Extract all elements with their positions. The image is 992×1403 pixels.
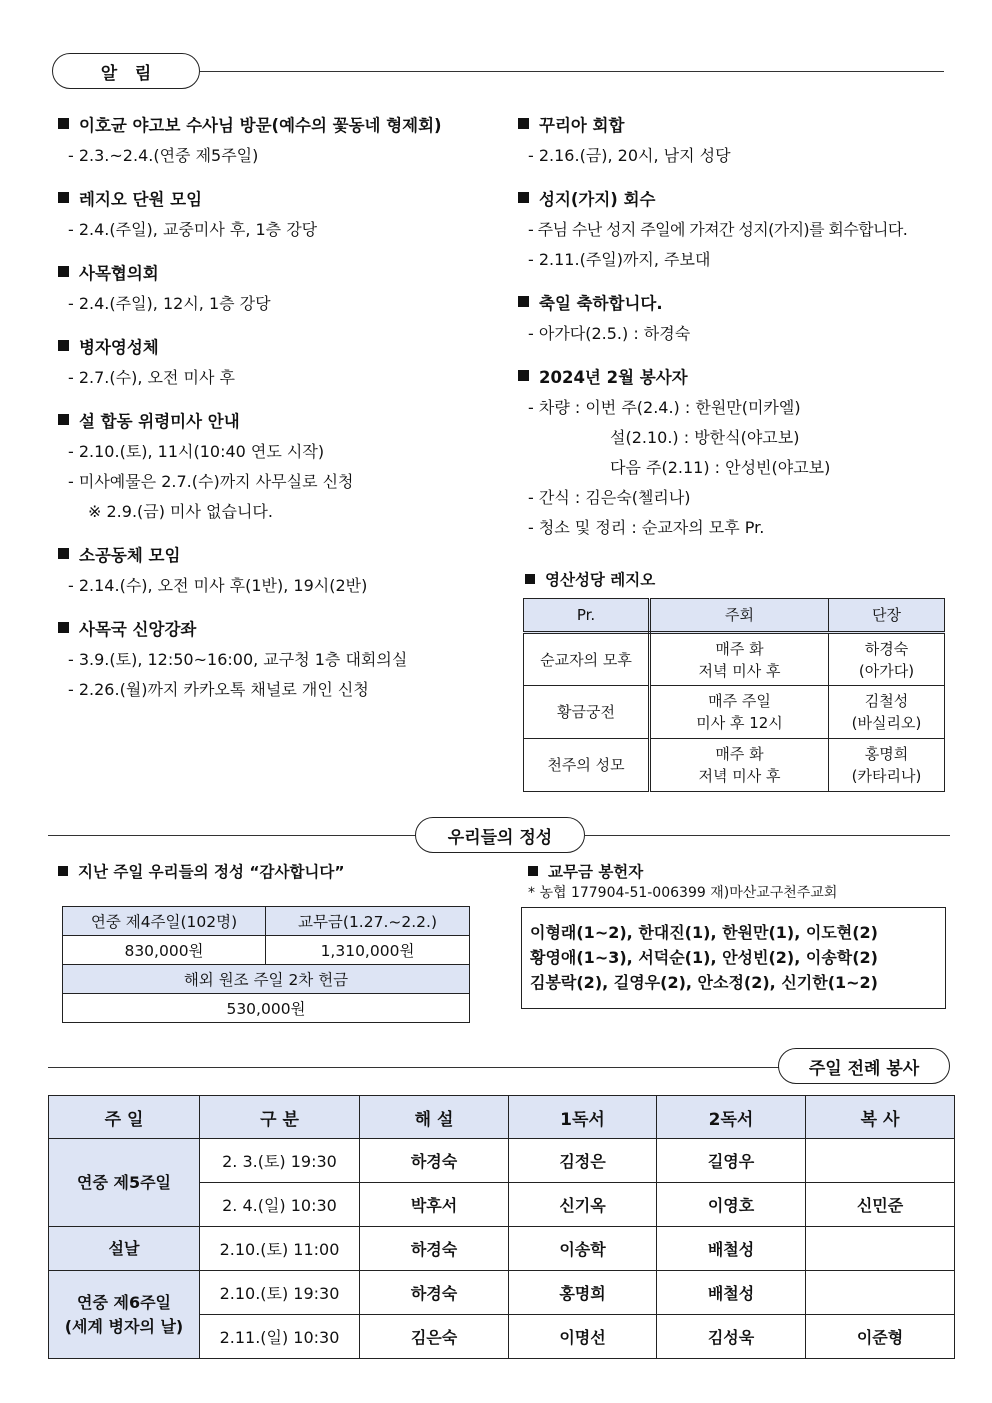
section-header-service-label: 주일 전례 봉사 <box>808 1058 920 1079</box>
notice-item <box>58 111 508 171</box>
legio-header-pr: Pr. <box>524 599 650 633</box>
donors-line: 황영애(1~3), 서덕순(1), 안성빈(2), 이송학(2) <box>530 948 878 967</box>
notice-item <box>58 407 508 527</box>
bullet-square-icon <box>58 118 69 129</box>
divider <box>48 1067 780 1068</box>
notice-line: - 간식 : 김은숙(첼리나) <box>528 488 691 507</box>
notice-line: - 주님 수난 성지 주일에 가져간 성지(가지)를 회수합니다. <box>528 220 908 239</box>
notice-line: - 아가다(2.5.) : 하경숙 <box>528 324 691 343</box>
bullet-square-icon <box>58 866 68 876</box>
notice-line: - 2.14.(수), 오전 미사 후(1반), 19시(2반) <box>68 576 368 595</box>
donors-box <box>521 907 946 1009</box>
notice-title: 레지오 단원 모임 <box>79 190 203 209</box>
donors-title: 교무금 봉헌자 <box>528 860 643 882</box>
bullet-square-icon <box>528 866 538 876</box>
bullet-square-icon <box>58 192 69 203</box>
table-row: 순교자의 모후 매주 화 저녁 미사 후 하경숙 (아가다) <box>524 633 945 686</box>
notice-item <box>58 615 508 705</box>
legio-title: 영산성당 레지오 <box>525 568 655 590</box>
notices-right-column <box>518 111 958 557</box>
notice-title: 병자영성체 <box>79 338 159 357</box>
table-row: 연중 제5주일 2. 3.(토) 19:30 하경숙 김정은 길영우 <box>49 1139 955 1183</box>
bullet-square-icon <box>518 296 529 307</box>
offering-header-special: 해외 원조 주일 2차 헌금 <box>63 965 470 994</box>
notice-line: - 2.10.(토), 11시(10:40 연도 시작) <box>68 442 325 461</box>
bullet-square-icon <box>518 192 529 203</box>
offering-value-weekly: 830,000원 <box>63 936 266 965</box>
table-row: 천주의 성모 매주 화 저녁 미사 후 홍명희 (카타리나) <box>524 739 945 792</box>
bullet-square-icon <box>58 622 69 633</box>
notice-title: 소공동체 모임 <box>79 546 181 565</box>
section-header-notices-label: 알 림 <box>100 63 152 84</box>
bullet-square-icon <box>58 414 69 425</box>
bullet-square-icon <box>525 574 535 584</box>
notice-title: 성지(가지) 회수 <box>539 190 656 209</box>
legio-header-leader: 단장 <box>829 599 945 633</box>
notice-line: - 2.11.(주일)까지, 주보대 <box>528 250 711 269</box>
divider <box>585 835 950 836</box>
notice-line: - 차량 : 이번 주(2.4.) : 한원만(미카엘) <box>528 398 801 417</box>
table-row: 황금궁전 매주 주일 미사 후 12시 김철성 (바실리오) <box>524 686 945 739</box>
notice-line: 설(2.10.) : 방한식(야고보) <box>610 428 800 447</box>
divider <box>200 71 944 72</box>
notice-title: 꾸리아 회합 <box>539 116 625 135</box>
notices-left-column <box>58 111 508 719</box>
notice-item <box>518 185 958 275</box>
notice-item <box>518 363 958 543</box>
bullet-square-icon <box>58 340 69 351</box>
notice-line: - 2.16.(금), 20시, 남지 성당 <box>528 146 731 165</box>
bullet-square-icon <box>58 266 69 277</box>
notice-line: - 2.4.(주일), 교중미사 후, 1층 강당 <box>68 220 318 239</box>
notice-line: - 2.4.(주일), 12시, 1층 강당 <box>68 294 271 313</box>
offering-table <box>62 906 470 1023</box>
notice-line: - 미사예물은 2.7.(수)까지 사무실로 신청 <box>68 472 354 491</box>
notice-item <box>58 541 508 601</box>
donors-account: * 농협 177904-51-006399 재)마산교구천주교회 <box>528 885 838 901</box>
notice-item <box>518 289 958 349</box>
offering-value-dues: 1,310,000원 <box>266 936 470 965</box>
notice-line: - 2.7.(수), 오전 미사 후 <box>68 368 235 387</box>
table-row: 2.11.(일) 10:30 김은숙 이명선 김성욱 이준형 <box>49 1315 955 1359</box>
table-row: 설날 2.10.(토) 11:00 하경숙 이송학 배철성 <box>49 1227 955 1271</box>
notice-line: 다음 주(2.11) : 안성빈(야고보) <box>610 458 831 477</box>
bullet-square-icon <box>518 370 529 381</box>
section-header-offering-label: 우리들의 정성 <box>447 827 553 848</box>
bullet-square-icon <box>518 118 529 129</box>
notice-line: - 3.9.(토), 12:50~16:00, 교구청 1층 대회의실 <box>68 650 408 669</box>
notice-note: ※ 2.9.(금) 미사 없습니다. <box>88 502 273 521</box>
notice-item <box>58 333 508 393</box>
notice-item <box>58 259 508 319</box>
notice-title: 축일 축하합니다. <box>539 294 663 313</box>
offering-header-dues: 교무금(1.27.~2.2.) <box>266 907 470 936</box>
offering-header-weekly: 연중 제4주일(102명) <box>63 907 266 936</box>
section-header-service <box>778 1048 950 1084</box>
notice-title: 사목국 신앙강좌 <box>79 620 197 639</box>
notice-line: - 2.3.~2.4.(연중 제5주일) <box>68 146 259 165</box>
notice-line: - 청소 및 정리 : 순교자의 모후 Pr. <box>528 518 765 537</box>
divider <box>48 835 416 836</box>
offering-value-special: 530,000원 <box>63 994 470 1023</box>
table-row: 연중 제6주일 (세계 병자의 날) 2.10.(토) 19:30 하경숙 홍명희 배철성 <box>49 1271 955 1315</box>
notice-line: - 2.26.(월)까지 카카오톡 채널로 개인 신청 <box>68 680 369 699</box>
donors-line: 이형래(1~2), 한대진(1), 한원만(1), 이도현(2) <box>530 923 878 942</box>
donors-line: 김봉락(2), 길영우(2), 안소정(2), 신기한(1~2) <box>530 973 878 992</box>
legio-table <box>523 598 945 792</box>
notice-title: 이호균 야고보 수사님 방문(예수의 꽃동네 형제회) <box>79 116 442 135</box>
bullet-square-icon <box>58 548 69 559</box>
legio-header-meeting: 주회 <box>650 599 829 633</box>
notice-title: 2024년 2월 봉사자 <box>539 368 688 387</box>
notice-title: 사목협의회 <box>79 264 159 283</box>
notice-title: 설 합동 위령미사 안내 <box>79 412 240 431</box>
offering-title: 지난 주일 우리들의 정성 “감사합니다” <box>58 860 345 882</box>
table-row: 2. 4.(일) 10:30 박후서 신기옥 이영호 신민준 <box>49 1183 955 1227</box>
section-header-notices <box>52 53 200 89</box>
notice-item <box>518 111 958 171</box>
liturgy-service-table: 주 일 구 분 해 설 1독서 2독서 복 사 연중 제5주일 2. 3.(토) 19:30 하경숙 김정은 길영우 2. 4.(일) 10:30 박후서 신기옥 이영호 신민준 설날 2.10.(토) 11:00 하경숙 이송학 배철성 연중 제6주일 (세계 병자의 날) 2.10.(토) 19:30 하경숙 홍명희 배철성 2.11.(일) 10:30 김은숙 이명선 김성욱 이준형 <box>48 1095 955 1359</box>
section-header-offering <box>415 817 585 853</box>
notice-item <box>58 185 508 245</box>
